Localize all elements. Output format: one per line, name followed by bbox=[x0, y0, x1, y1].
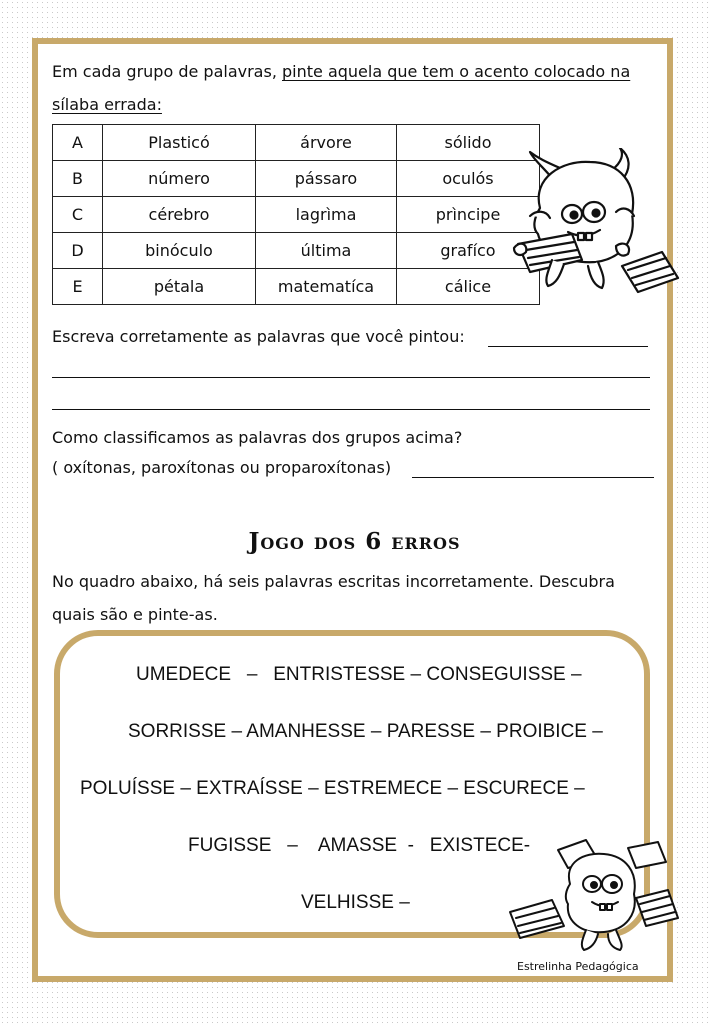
word-row[interactable]: FUGISSE – AMASSE - EXISTECE- bbox=[188, 835, 531, 856]
question-classify-options: ( oxítonas, paroxítonas ou proparoxítonas) bbox=[52, 458, 392, 477]
game-instruction-2: quais são e pinte-as. bbox=[52, 605, 218, 624]
word-cell[interactable]: número bbox=[103, 161, 256, 197]
word-cell[interactable]: lagrìma bbox=[256, 197, 397, 233]
word-row[interactable]: UMEDECE – ENTRISTESSE – CONSEGUISSE – bbox=[136, 664, 582, 685]
word-cell[interactable]: grafíco bbox=[397, 233, 540, 269]
game-instruction-1: No quadro abaixo, há seis palavras escritas incorretamente. Descubra bbox=[52, 572, 615, 591]
answer-line[interactable] bbox=[52, 377, 650, 378]
table-row bbox=[53, 233, 540, 269]
word-cell[interactable]: última bbox=[256, 233, 397, 269]
word-table bbox=[52, 124, 540, 305]
word-cell[interactable]: sólido bbox=[397, 125, 540, 161]
word-cell[interactable]: matematíca bbox=[256, 269, 397, 305]
table-row bbox=[53, 125, 540, 161]
answer-line[interactable] bbox=[52, 409, 650, 410]
instruction-line-1 bbox=[52, 62, 630, 82]
table-row bbox=[53, 269, 540, 305]
row-letter: C bbox=[53, 197, 103, 233]
row-letter: E bbox=[53, 269, 103, 305]
word-row[interactable]: VELHISSE – bbox=[301, 892, 410, 913]
word-cell[interactable]: cálice bbox=[397, 269, 540, 305]
word-cell[interactable]: oculós bbox=[397, 161, 540, 197]
instruction-line-2: sílaba errada: bbox=[52, 95, 162, 114]
row-letter: A bbox=[53, 125, 103, 161]
word-cell[interactable]: Plasticó bbox=[103, 125, 256, 161]
word-cell[interactable]: pétala bbox=[103, 269, 256, 305]
word-row[interactable]: SORRISSE – AMANHESSE – PARESSE – PROIBICE – bbox=[128, 721, 603, 742]
word-row[interactable]: POLUÍSSE – EXTRAÍSSE – ESTREMECE – ESCURECE – bbox=[80, 778, 585, 799]
word-cell[interactable]: árvore bbox=[256, 125, 397, 161]
table-row bbox=[53, 197, 540, 233]
question-write-correctly: Escreva corretamente as palavras que você pintou: bbox=[52, 327, 465, 346]
game-title: Jogo dos 6 erros bbox=[248, 528, 461, 555]
answer-line[interactable] bbox=[412, 477, 654, 478]
row-letter: B bbox=[53, 161, 103, 197]
question-classify: Como classificamos as palavras dos grupos acima? bbox=[52, 428, 463, 447]
table-row bbox=[53, 161, 540, 197]
answer-line[interactable] bbox=[488, 346, 648, 347]
credit-text: Estrelinha Pedagógica bbox=[517, 960, 639, 973]
instruction-underlined-1: pinte aquela que tem o acento colocado na bbox=[282, 62, 631, 81]
row-letter: D bbox=[53, 233, 103, 269]
monster-illustration-bottom bbox=[508, 838, 680, 952]
word-cell[interactable]: cérebro bbox=[103, 197, 256, 233]
instruction-plain: Em cada grupo de palavras, bbox=[52, 62, 282, 81]
monster-illustration-top bbox=[512, 148, 682, 300]
word-cell[interactable]: binóculo bbox=[103, 233, 256, 269]
word-cell[interactable]: prìncipe bbox=[397, 197, 540, 233]
word-cell[interactable]: pássaro bbox=[256, 161, 397, 197]
